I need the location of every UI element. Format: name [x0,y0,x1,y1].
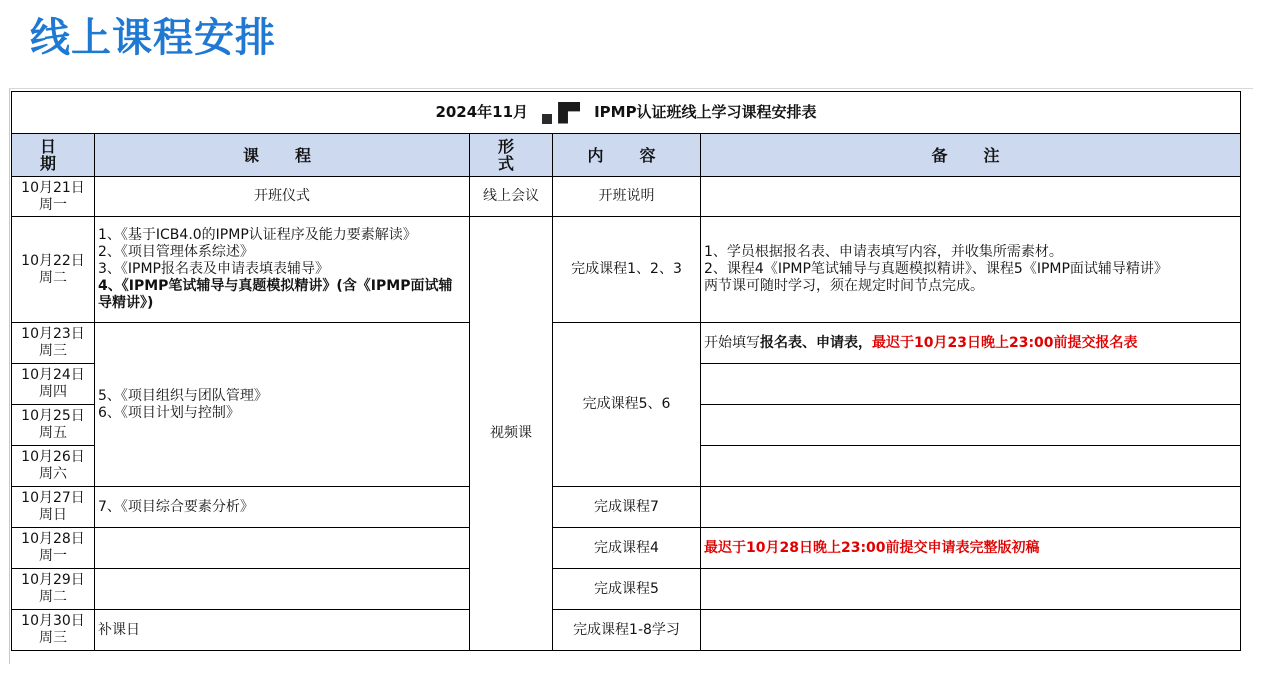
date-text: 10月25日 [21,408,85,424]
date-cell [12,446,95,487]
table-row [12,569,1241,610]
notes-cell [701,217,1241,323]
header-format: 形 式 [470,134,553,177]
header-row [12,134,1241,177]
course-cell [95,569,470,610]
date-cell [12,323,95,364]
table-row [12,487,1241,528]
notes-cell [701,610,1241,651]
date-text: 10月22日 [21,252,85,269]
date-text: 10月21日 [21,179,85,196]
course-item: 1、《基于ICB4.0的IPMP认证程序及能力要素解读》 [98,227,417,243]
table-row [12,217,1241,323]
content-cell: 完成课程5、6 [553,323,701,487]
date-text: 10月26日 [21,449,85,465]
page-title: 线上课程安排 [30,15,276,61]
notes-cell [701,446,1241,487]
course-item: 6、《项目计划与控制》 [98,404,240,421]
weekday-text: 周五 [39,425,67,441]
notes-cell [701,569,1241,610]
weekday-text: 周一 [39,548,67,564]
course-item: 2、《项目管理体系综述》 [98,244,254,260]
course-cell [95,323,470,487]
format-cell: 线上会议 [470,177,553,217]
note-text: 开始填写 [704,334,760,351]
date-text: 10月29日 [21,572,85,588]
date-cell [12,177,95,217]
course-cell: 7、《项目综合要素分析》 [95,487,470,528]
weekday-text: 周三 [39,343,67,359]
weekday-text: 周一 [39,196,67,213]
date-cell [12,528,95,569]
header-date: 日 期 [12,134,95,177]
note-line: 2、课程4《IPMP笔试辅导与真题模拟精讲》、课程5《IPMP面试辅导精讲》 [704,261,1168,277]
logo-icon [542,102,580,124]
schedule-table [11,91,1241,651]
notes-cell [701,487,1241,528]
content-cell: 完成课程1、2、3 [553,217,701,323]
content-cell: 完成课程5 [553,569,701,610]
deadline-note: 最迟于10月23日晚上23:00前提交报名表 [872,334,1138,351]
table-title-row [12,92,1241,134]
header-course: 课 程 [95,134,470,177]
weekday-text: 周二 [39,269,67,286]
date-text: 10月30日 [21,613,85,629]
course-cell [95,528,470,569]
table-row [12,323,1241,364]
weekday-text: 周六 [39,466,67,482]
table-row [12,610,1241,651]
course-cell [95,217,470,323]
notes-cell [701,177,1241,217]
date-cell [12,569,95,610]
date-cell [12,405,95,446]
header-content: 内 容 [553,134,701,177]
notes-cell [701,364,1241,405]
content-cell: 开班说明 [553,177,701,217]
date-text: 10月24日 [21,367,85,383]
content-cell: 完成课程4 [553,528,701,569]
note-line: 1、学员根据报名表、申请表填写内容，并收集所需素材。 [704,244,1063,260]
weekday-text: 周四 [39,384,67,400]
table-row [12,528,1241,569]
date-text: 10月28日 [21,531,85,547]
weekday-text: 周二 [39,589,67,605]
date-cell [12,217,95,323]
table-title-text: IPMP认证班线上学习课程安排表 [594,103,817,121]
weekday-text: 周三 [39,630,67,646]
table-row [12,177,1241,217]
deadline-note: 最迟于10月28日晚上23:00前提交申请表完整版初稿 [701,528,1241,569]
date-text: 10月27日 [21,490,85,506]
weekday-text: 周日 [39,507,67,523]
note-text-bold: 报名表、申请表， [760,334,872,351]
date-text: 10月23日 [21,326,85,342]
course-item-bold: 4、《IPMP笔试辅导与真题模拟精讲》(含《IPMP面试辅导精讲》) [98,278,453,311]
content-cell: 完成课程7 [553,487,701,528]
course-cell: 补课日 [95,610,470,651]
date-cell [12,487,95,528]
table-title-year-month: 2024年11月 [435,103,529,121]
header-notes: 备 注 [701,134,1241,177]
course-item: 3、《IPMP报名表及申请表填表辅导》 [98,261,329,277]
date-cell [12,610,95,651]
content-cell: 完成课程1-8学习 [553,610,701,651]
format-cell-video: 视频课 [470,217,553,651]
course-cell: 开班仪式 [95,177,470,217]
note-line: 两节课可随时学习，须在规定时间节点完成。 [704,278,984,294]
notes-cell [701,323,1241,364]
table-title [12,92,1241,134]
notes-cell [701,405,1241,446]
date-cell [12,364,95,405]
course-item: 5、《项目组织与团队管理》 [98,387,268,404]
